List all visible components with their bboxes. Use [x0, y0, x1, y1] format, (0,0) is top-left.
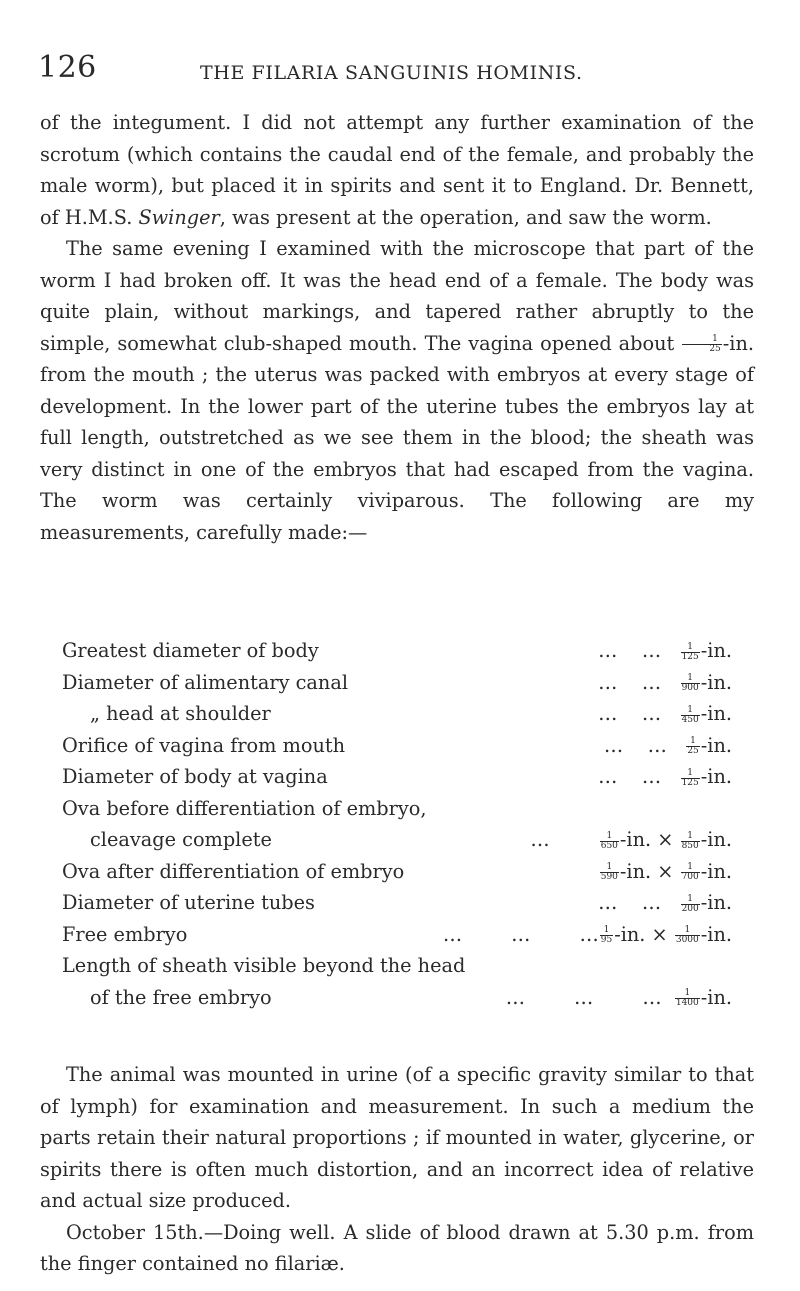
fraction-denominator: 590: [600, 872, 618, 882]
fraction: [681, 895, 700, 914]
unit: -in.: [700, 639, 732, 662]
measurement-value: … … … $\frac{1}{95}$ -in. × $\frac{1}{3000}$ -in.: [442, 922, 732, 946]
closing-text: [40, 1059, 754, 1280]
page-number: 126: [38, 50, 97, 85]
fraction: [681, 769, 700, 788]
paragraph-2-text: The same evening I examined with the microscope that part of the worm I had broken off. It was the head end of a female. The body was quite plain, without markings, and tapered rather abruptly to the simple, somewhat club-shaped mouth. The vagina opened about: [40, 237, 754, 355]
fraction-denominator: 1400: [675, 998, 699, 1008]
fraction-numerator: 1: [675, 926, 700, 936]
measurement-label: Diameter of body at vagina: [62, 765, 328, 788]
measurement-value: … $\frac{1}{650}$ -in. × $\frac{1}{850}$ -in.: [530, 828, 732, 851]
paragraph-4: October 15th.—Doing well. A slide of blood drawn at 5.30 p.m. from the finger contained no filariæ.: [40, 1220, 754, 1275]
unit: -in. ×: [614, 922, 668, 946]
unit: -in.: [700, 702, 732, 725]
measurement-value: [598, 761, 732, 793]
ship-name: Swinger: [138, 205, 220, 229]
fraction: [681, 706, 700, 725]
unit: -in.: [700, 891, 732, 914]
fraction-numerator: 1: [600, 926, 613, 936]
fraction-denominator: 125: [681, 777, 699, 788]
measurement-value: [598, 698, 732, 730]
fraction-numerator: 1: [681, 832, 700, 842]
fraction-denominator: 125: [681, 651, 699, 662]
measurement-label: Diameter of uterine tubes: [62, 891, 315, 914]
fraction-numerator: … … 1: [681, 706, 700, 716]
unit: -in.: [700, 828, 732, 851]
fraction-denominator: 25: [709, 344, 721, 354]
measurement-row: [62, 667, 732, 699]
fraction: [675, 926, 700, 945]
unit: -in.: [700, 985, 732, 1009]
fraction: [600, 832, 619, 851]
fraction: [681, 674, 700, 693]
paragraph-1-text-end: , was present at the operation, and saw the worm.: [219, 205, 712, 229]
fraction: [600, 926, 613, 945]
measurement-value: … … … $\frac{1}{1400}$ -in.: [505, 985, 732, 1009]
fraction-denominator: 850: [681, 840, 699, 851]
paragraph-1: [40, 107, 754, 233]
fraction-denominator: 700: [681, 872, 699, 882]
fraction-denominator: 900: [681, 683, 699, 693]
measurement-value: [598, 635, 732, 667]
fraction-denominator: 95: [600, 935, 613, 945]
fraction: [675, 989, 700, 1008]
fraction: [681, 832, 700, 851]
measurement-label: Length of sheath visible beyond the head: [62, 954, 466, 977]
fraction-numerator: … … 1: [681, 769, 700, 779]
fraction-numerator: 1: [681, 863, 700, 873]
fraction: [600, 863, 619, 882]
fraction: [681, 863, 700, 882]
measurement-label: Diameter of alimentary canal: [62, 670, 348, 694]
fraction: [682, 335, 721, 354]
unit: -in.: [700, 859, 732, 883]
paragraph-1-text: of the integument. I did not attempt any further examination of the scrotum (which contains the caudal end of the female, and probably the male worm), but placed it in spirits and sent it to England. Dr. Bennett, of H.M.S.: [40, 111, 754, 229]
measurement-row: [62, 730, 732, 762]
unit: -in. ×: [619, 828, 674, 851]
measurement-row-free-embryo: [62, 919, 732, 951]
fraction-numerator: … … 1: [681, 895, 700, 905]
fraction: [686, 737, 699, 756]
measurement-row-ova-before-heading: [62, 793, 732, 825]
fraction-denominator: 650: [600, 840, 618, 851]
unit: -in.: [700, 670, 732, 694]
unit: -in. ×: [619, 859, 674, 883]
running-head: THE FILARIA SANGUINIS HOMINIS.: [200, 62, 583, 84]
fraction-denominator: 3000: [675, 935, 699, 945]
fraction-numerator: 1: [600, 863, 619, 873]
measurement-label: cleavage complete: [90, 828, 272, 851]
measurement-row: [62, 761, 732, 793]
fraction-numerator: 1: [675, 989, 700, 999]
page-header: [38, 50, 754, 90]
paragraph-2-text-end: -in. from the mouth ; the uterus was packed with embryos at every stage of development. In the lower part of the uterine tubes the embryos lay at full length, outstretched as we see them in the blood; the sheath was very distinct in one of the embryos that had escaped from the vagina. The worm was certainly viviparous. The following are my measurements, carefully made:—: [40, 331, 754, 544]
paragraph-3: The animal was mounted in urine (of a specific gravity similar to that of lymph) for examination and measurement. In such a medium the parts retain their natural proportions ; if mounted in water, glycerine, or spirits there is often much distortion, and an incorrect idea of relative and actual size produced.: [40, 1063, 754, 1212]
measurement-row: [62, 635, 732, 667]
fraction-denominator: 450: [681, 714, 699, 725]
fraction-denominator: 200: [681, 903, 699, 914]
measurements-table: [62, 635, 732, 1013]
fraction-numerator: … … 1: [686, 737, 699, 747]
fraction-numerator: 1: [682, 335, 721, 345]
measurement-value: [598, 667, 732, 699]
measurement-row-uterine-tubes: [62, 887, 732, 919]
unit: -in.: [700, 733, 732, 757]
measurement-label: Ova after differentiation of embryo: [62, 859, 405, 883]
measurement-label: Free embryo: [62, 922, 188, 946]
measurement-value: [604, 730, 732, 762]
measurement-label: Orifice of vagina from mouth: [62, 733, 346, 757]
measurement-row-sheath: [62, 982, 732, 1014]
measurement-row-ova-after: [62, 856, 732, 888]
measurement-label: of the free embryo: [90, 985, 272, 1009]
fraction-denominator: 25: [687, 746, 699, 756]
measurement-value: [599, 856, 732, 888]
fraction-numerator: … … 1: [681, 674, 700, 684]
paragraph-2: [40, 233, 754, 548]
measurement-row: [62, 698, 732, 730]
measurement-value: [598, 887, 732, 919]
measurement-label: „ head at shoulder: [90, 702, 271, 725]
unit: -in.: [700, 922, 732, 946]
measurement-label: Ova before differentiation of embryo,: [62, 796, 427, 820]
fraction-numerator: … … 1: [681, 643, 700, 653]
body-text: [40, 107, 754, 548]
fraction: [681, 643, 700, 662]
measurement-row-sheath-heading: [62, 950, 732, 982]
measurement-row-ova-before: [62, 824, 732, 856]
unit: -in.: [700, 765, 732, 788]
fraction-numerator: 1: [600, 832, 619, 842]
measurement-label: Greatest diameter of body: [62, 639, 319, 662]
